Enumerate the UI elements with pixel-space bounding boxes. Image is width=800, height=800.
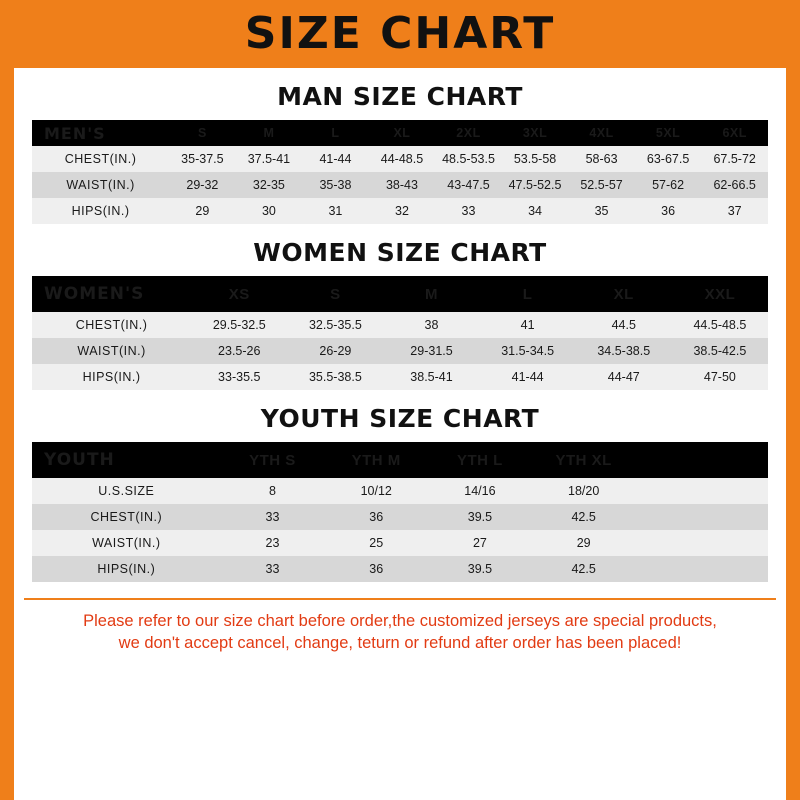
women-cell: 41 [480, 312, 576, 338]
table-row [32, 312, 768, 338]
youth-cell-spacer [636, 478, 768, 504]
youth-cell: 18/20 [532, 478, 636, 504]
youth-cell-spacer [636, 530, 768, 556]
men-cell: 35-37.5 [169, 146, 236, 172]
men-cell: 36 [635, 198, 702, 224]
women-section [14, 238, 786, 390]
youth-row-label: CHEST(IN.) [32, 504, 221, 530]
men-cell: 32 [369, 198, 436, 224]
women-cell: 47-50 [672, 364, 768, 390]
women-cell: 32.5-35.5 [287, 312, 383, 338]
women-table-header-row [32, 276, 768, 312]
women-row-label: WAIST(IN.) [32, 338, 191, 364]
men-section-title: MAN SIZE CHART [277, 82, 523, 111]
men-col-header: M [236, 120, 303, 146]
women-cell: 31.5-34.5 [480, 338, 576, 364]
youth-cell: 39.5 [428, 504, 532, 530]
women-cell: 29-31.5 [383, 338, 479, 364]
men-cell: 53.5-58 [502, 146, 569, 172]
youth-cell: 23 [221, 530, 325, 556]
men-cell: 32-35 [236, 172, 303, 198]
youth-section-title: YOUTH SIZE CHART [260, 404, 540, 433]
youth-header-corner: YOUTH [32, 442, 221, 478]
table-row [32, 556, 768, 582]
men-cell: 29 [169, 198, 236, 224]
table-row [32, 364, 768, 390]
men-cell: 57-62 [635, 172, 702, 198]
youth-cell: 25 [324, 530, 428, 556]
women-cell: 38 [383, 312, 479, 338]
youth-col-header: YTH L [428, 442, 532, 478]
table-row [32, 530, 768, 556]
women-section-title: WOMEN SIZE CHART [253, 238, 547, 267]
table-row [32, 478, 768, 504]
youth-cell: 14/16 [428, 478, 532, 504]
women-col-header: L [480, 276, 576, 312]
men-cell: 52.5-57 [568, 172, 635, 198]
men-col-header: 4XL [568, 120, 635, 146]
men-row-label: HIPS(IN.) [32, 198, 169, 224]
men-cell: 63-67.5 [635, 146, 702, 172]
youth-cell: 27 [428, 530, 532, 556]
men-cell: 58-63 [568, 146, 635, 172]
men-col-header: 2XL [435, 120, 502, 146]
youth-cell: 8 [221, 478, 325, 504]
youth-cell: 33 [221, 504, 325, 530]
women-cell: 44.5 [576, 312, 672, 338]
women-cell: 26-29 [287, 338, 383, 364]
men-cell: 30 [236, 198, 303, 224]
youth-cell: 42.5 [532, 504, 636, 530]
women-col-header: M [383, 276, 479, 312]
youth-cell: 10/12 [324, 478, 428, 504]
order-notice [24, 598, 776, 655]
youth-header-spacer [636, 442, 768, 478]
youth-col-header: YTH S [221, 442, 325, 478]
men-cell: 38-43 [369, 172, 436, 198]
youth-cell-spacer [636, 504, 768, 530]
youth-cell-spacer [636, 556, 768, 582]
women-row-label: HIPS(IN.) [32, 364, 191, 390]
men-row-label: WAIST(IN.) [32, 172, 169, 198]
men-cell: 48.5-53.5 [435, 146, 502, 172]
women-cell: 44.5-48.5 [672, 312, 768, 338]
page-banner [14, 0, 786, 68]
men-cell: 29-32 [169, 172, 236, 198]
women-col-header: XS [191, 276, 287, 312]
men-col-header: S [169, 120, 236, 146]
women-header-corner: WOMEN'S [32, 276, 191, 312]
men-col-header: XL [369, 120, 436, 146]
youth-row-label: WAIST(IN.) [32, 530, 221, 556]
women-cell: 38.5-42.5 [672, 338, 768, 364]
men-cell: 44-48.5 [369, 146, 436, 172]
women-cell: 44-47 [576, 364, 672, 390]
table-row [32, 198, 768, 224]
youth-cell: 29 [532, 530, 636, 556]
women-cell: 38.5-41 [383, 364, 479, 390]
women-size-table [32, 276, 768, 390]
women-col-header: XL [576, 276, 672, 312]
men-cell: 31 [302, 198, 369, 224]
table-row [32, 172, 768, 198]
youth-table-header-row [32, 442, 768, 478]
women-cell: 41-44 [480, 364, 576, 390]
women-col-header: XXL [672, 276, 768, 312]
women-cell: 29.5-32.5 [191, 312, 287, 338]
men-cell: 43-47.5 [435, 172, 502, 198]
youth-row-label: U.S.SIZE [32, 478, 221, 504]
women-cell: 34.5-38.5 [576, 338, 672, 364]
men-section [14, 82, 786, 224]
table-row [32, 338, 768, 364]
table-row [32, 146, 768, 172]
page-title: SIZE CHART [244, 8, 556, 59]
men-cell: 35-38 [302, 172, 369, 198]
men-table-header-row [32, 120, 768, 146]
women-cell: 35.5-38.5 [287, 364, 383, 390]
men-cell: 37 [701, 198, 768, 224]
youth-cell: 36 [324, 556, 428, 582]
men-cell: 67.5-72 [701, 146, 768, 172]
men-header-corner: MEN'S [32, 120, 169, 146]
men-cell: 47.5-52.5 [502, 172, 569, 198]
notice-line-1: Please refer to our size chart before order,the customized jerseys are special products, [83, 612, 717, 630]
women-row-label: CHEST(IN.) [32, 312, 191, 338]
men-cell: 35 [568, 198, 635, 224]
youth-cell: 36 [324, 504, 428, 530]
men-col-header: 3XL [502, 120, 569, 146]
men-size-table [32, 120, 768, 224]
table-row [32, 504, 768, 530]
youth-size-table [32, 442, 768, 582]
notice-line-2: we don't accept cancel, change, teturn or refund after order has been placed! [118, 634, 682, 653]
youth-cell: 39.5 [428, 556, 532, 582]
men-col-header: 5XL [635, 120, 702, 146]
youth-col-header: YTH M [324, 442, 428, 478]
women-cell: 33-35.5 [191, 364, 287, 390]
men-row-label: CHEST(IN.) [32, 146, 169, 172]
men-col-header: 6XL [701, 120, 768, 146]
men-cell: 41-44 [302, 146, 369, 172]
youth-row-label: HIPS(IN.) [32, 556, 221, 582]
women-col-header: S [287, 276, 383, 312]
youth-section [14, 404, 786, 582]
youth-cell: 42.5 [532, 556, 636, 582]
women-cell: 23.5-26 [191, 338, 287, 364]
men-cell: 33 [435, 198, 502, 224]
youth-cell: 33 [221, 556, 325, 582]
youth-col-header: YTH XL [532, 442, 636, 478]
men-col-header: L [302, 120, 369, 146]
men-cell: 62-66.5 [701, 172, 768, 198]
men-cell: 37.5-41 [236, 146, 303, 172]
men-cell: 34 [502, 198, 569, 224]
